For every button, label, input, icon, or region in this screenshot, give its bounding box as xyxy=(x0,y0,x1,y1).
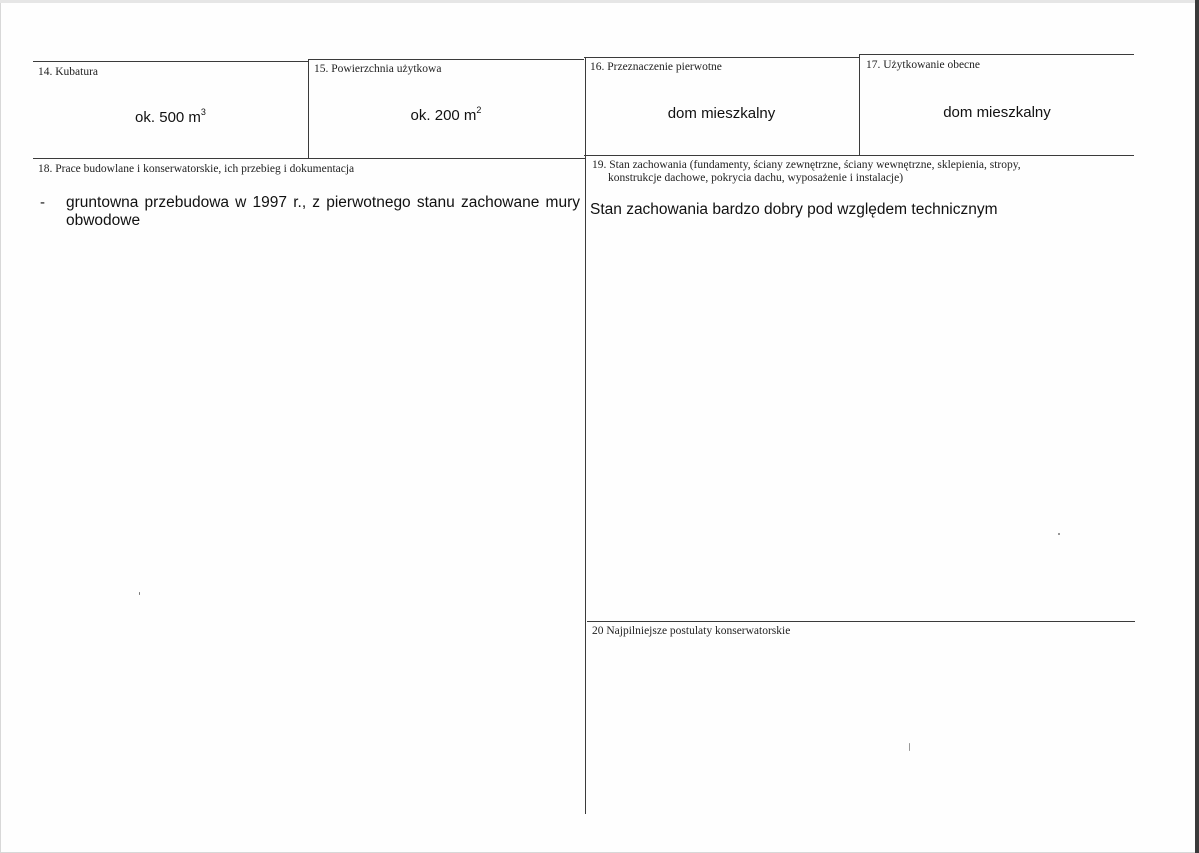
row1-top-border xyxy=(860,54,1134,55)
field-18-text: gruntowna przebudowa w 1997 r., z pierwotnego stanu zachowane mury obwodowe xyxy=(66,194,580,229)
field-15-unit-exponent: 2 xyxy=(476,105,482,115)
field-15-value-text: ok. 200 m xyxy=(410,107,477,124)
scan-speck xyxy=(1058,533,1060,535)
field-16-label: 16. Przeznaczenie pierwotne xyxy=(590,61,722,73)
field-20-label: 20 Najpilniejsze postulaty konserwatorskie xyxy=(592,625,791,637)
col-divider-main xyxy=(585,57,586,814)
field-17-value: dom mieszkalny xyxy=(943,104,1051,121)
field-18-bullet: - xyxy=(40,194,45,211)
field-14-value xyxy=(33,109,308,127)
scan-right-edge xyxy=(1195,0,1199,853)
field-19-label-line1: 19. Stan zachowania (fundamenty, ściany zewnętrzne, ściany wewnętrzne, sklepienia, stropy, xyxy=(592,159,1021,171)
field-18-label: 18. Prace budowlane i konserwatorskie, ich przebieg i dokumentacja xyxy=(38,163,355,175)
field-14-unit-exponent: 3 xyxy=(200,107,206,117)
scan-speck xyxy=(139,592,140,595)
scan-top-edge xyxy=(0,0,1199,3)
field-15-label: 15. Powierzchnia użytkowa xyxy=(314,63,442,75)
row3-top-border xyxy=(587,621,1135,622)
field-19-label-line2: konstrukcje dachowe, pokrycia dachu, wyposażenie i instalacje) xyxy=(608,172,904,184)
row1-top-border xyxy=(33,61,308,62)
field-15-value xyxy=(308,107,584,125)
row1-top-border xyxy=(584,57,860,58)
field-16-value: dom mieszkalny xyxy=(667,105,776,122)
scan-speck xyxy=(909,743,910,751)
row1-top-border xyxy=(308,59,584,60)
row1-bottom-border xyxy=(33,158,585,159)
field-14-label: 14. Kubatura xyxy=(38,66,99,78)
field-19-text: Stan zachowania bardzo dobry pod względem technicznym xyxy=(590,201,998,218)
field-14-value-text: ok. 500 m xyxy=(135,109,201,126)
field-17-label: 17. Użytkowanie obecne xyxy=(866,59,981,71)
